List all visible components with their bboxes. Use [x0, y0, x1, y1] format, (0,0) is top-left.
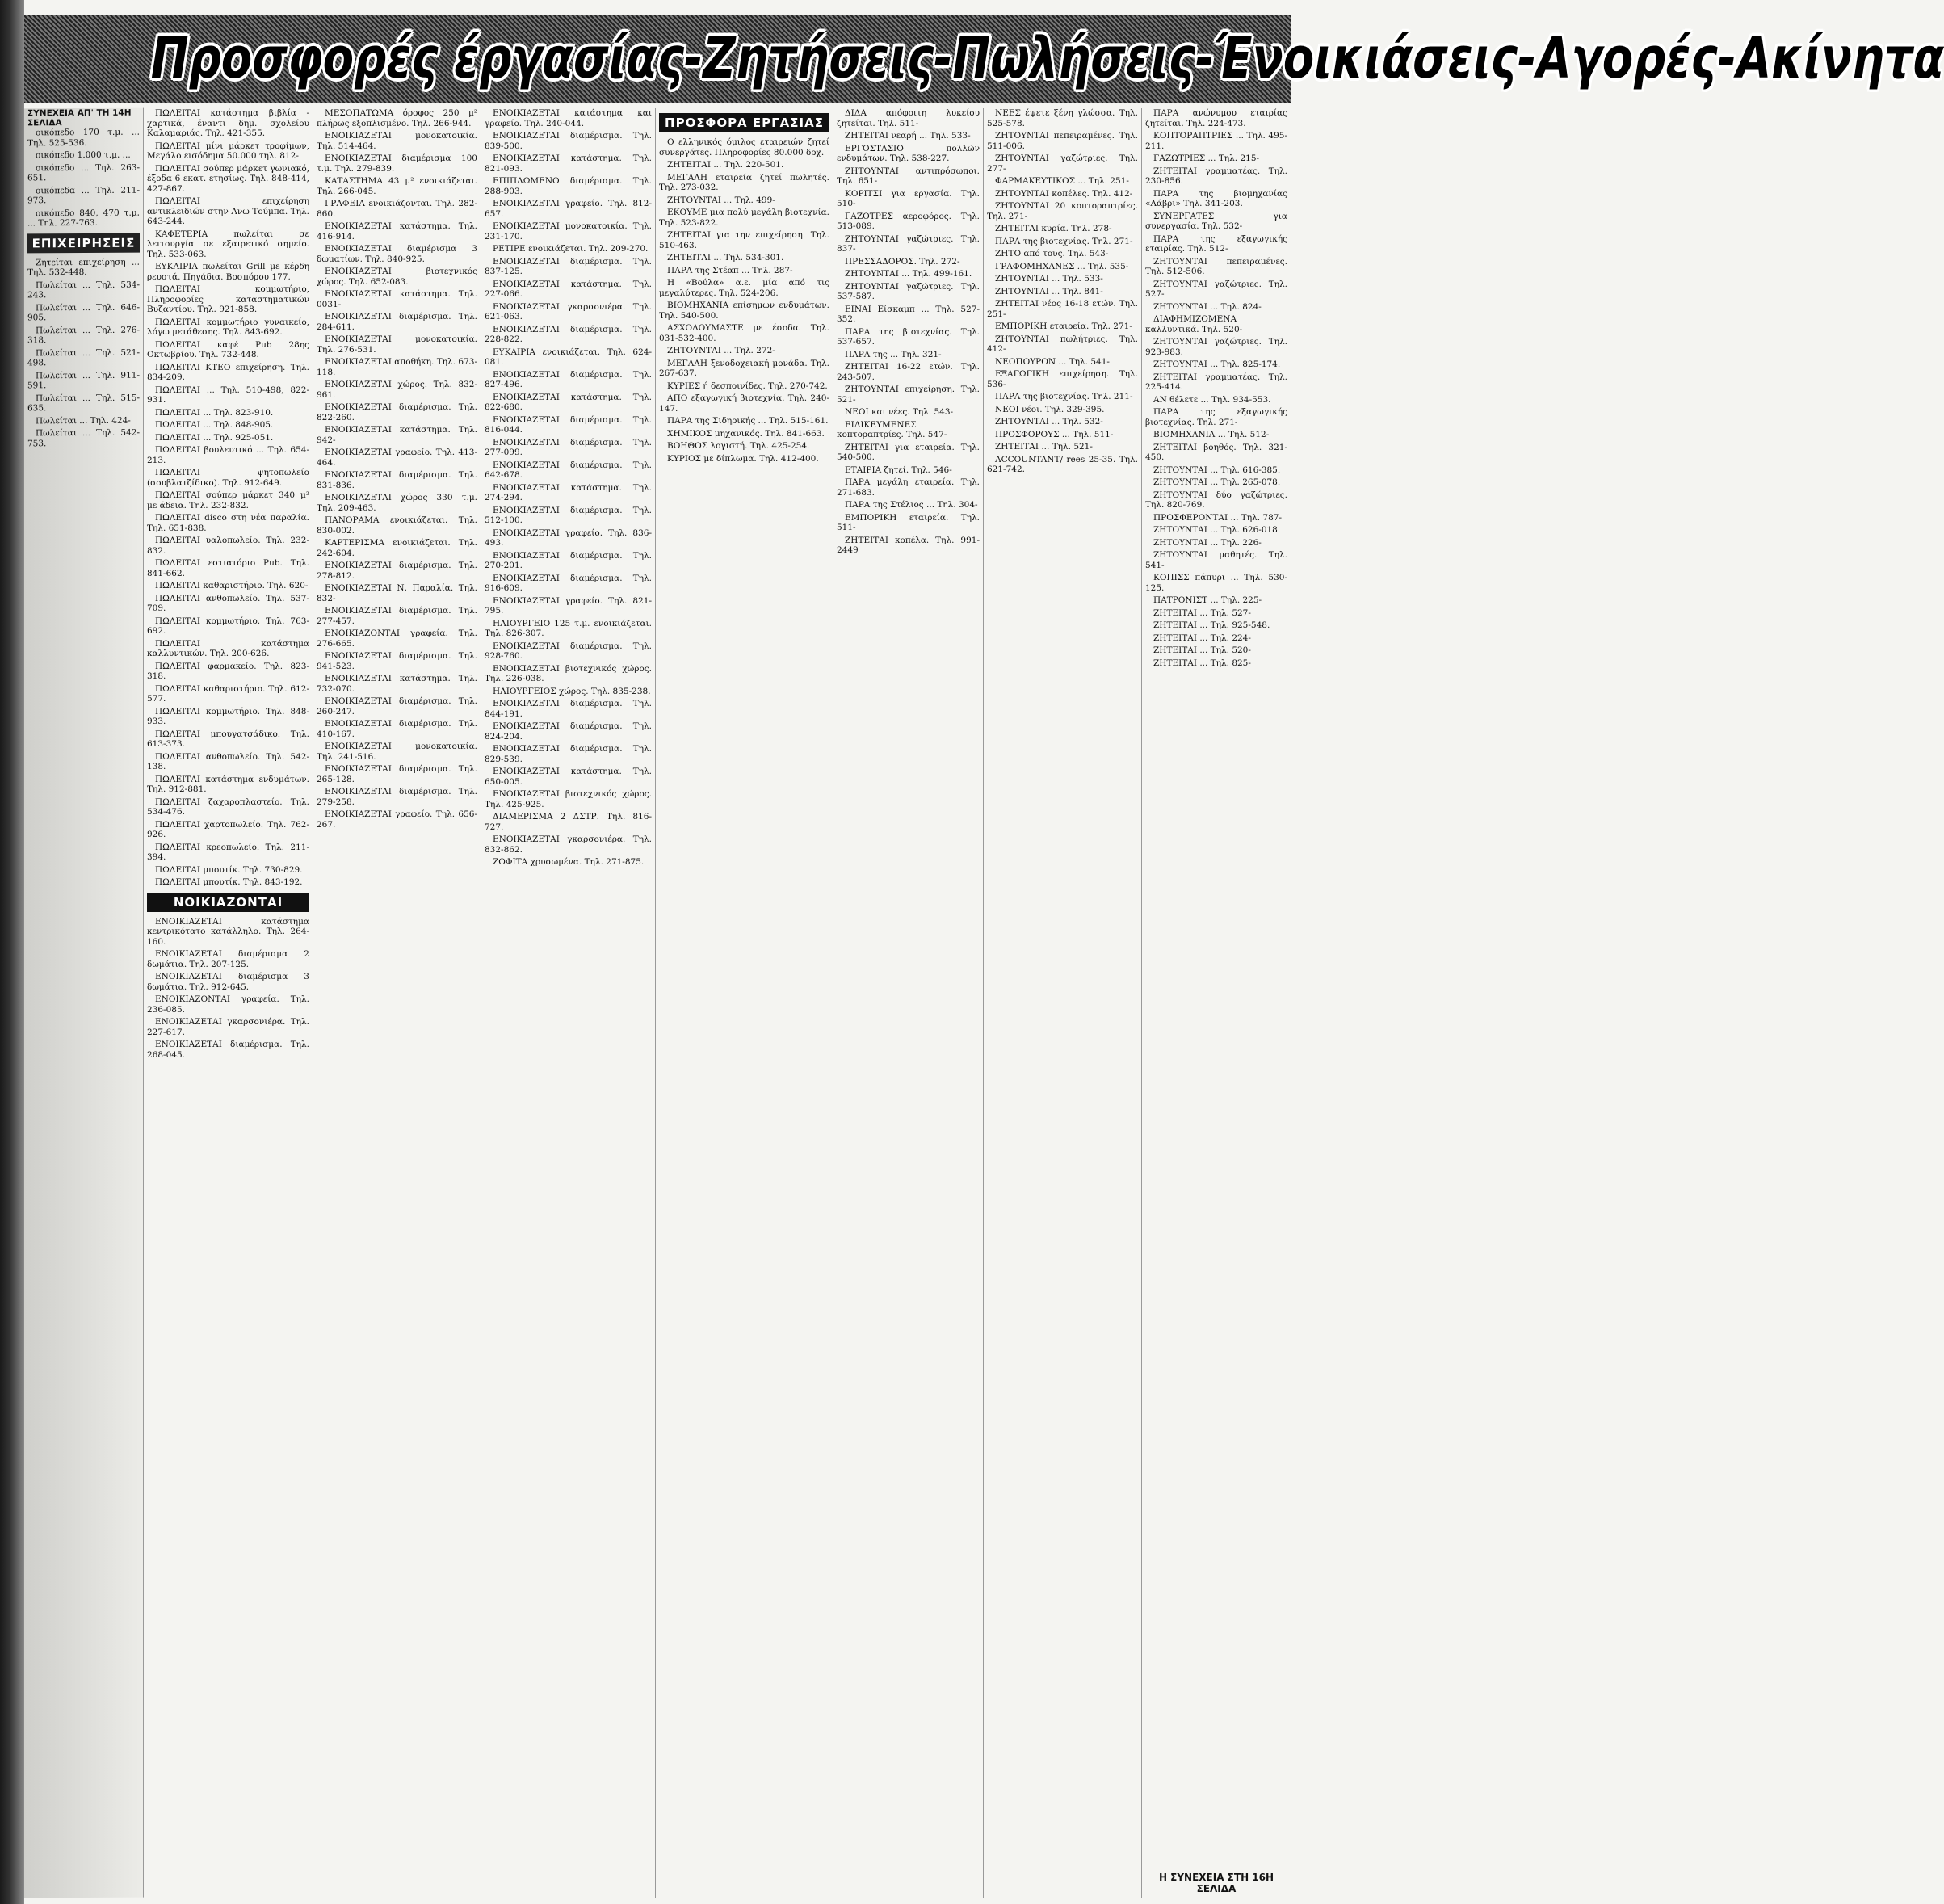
classified-ad: ΠΑΡΑ της Σιδηρικής ... Τηλ. 515-161.: [667, 416, 829, 426]
classified-ad: ΕΝΟΙΚΙΑΖΕΤΑΙ κατάστημα. Τηλ. 821-093.: [485, 153, 652, 174]
classified-ad: ΕΝΟΙΚΙΑΖΕΤΑΙ διαμέρισμα 3 δωματίων. Τηλ. 840-925.: [317, 244, 477, 264]
classified-ad: ΕΝΟΙΚΙΑΖΕΤΑΙ κατάστημα. Τηλ. 822-680.: [485, 392, 652, 412]
classified-ad: ΧΗΜΙΚΟΣ μηχανικός. Τηλ. 841-663.: [667, 428, 825, 439]
classified-ad: ΖΗΤΟΥΝΤΑΙ γαζώτριες. Τηλ. 277-: [987, 153, 1138, 174]
classified-ad: ΖΗΤΕΙΤΑΙ για εταιρεία. Τηλ. 540-500.: [837, 442, 980, 462]
classified-ad: ΕΝΟΙΚΙΑΖΕΤΑΙ κατάστημα κεντρικότατο κατάλληλο. Τηλ. 264-160.: [147, 916, 309, 947]
classified-ad: ΕΝΟΙΚΙΑΖΕΤΑΙ διαμέρισμα. Τηλ. 824-204.: [485, 721, 652, 742]
classified-ad: ΕΝΟΙΚΙΑΖΕΤΑΙ διαμέρισμα. Τηλ. 831-836.: [317, 470, 477, 490]
classified-ad: ΕΝΟΙΚΙΑΖΕΤΑΙ διαμέρισμα. Τηλ. 277-457.: [317, 606, 477, 626]
classified-ad: ΕΝΟΙΚΙΑΖΕΤΑΙ κατάστημα. Τηλ. 0031-: [317, 289, 477, 309]
classified-ad: ΠΩΛΕΙΤΑΙ ΚΤΕΟ επιχείρηση. Τηλ. 834-209.: [147, 362, 309, 382]
classified-ad: ΓΡΑΦΕΙΑ ενοικιάζονται. Τηλ. 282-860.: [317, 199, 477, 219]
continuation-footer: Η ΣΥΝΕΧΕΙΑ ΣΤΗ 16Η ΣΕΛΙΔΑ: [1158, 1872, 1274, 1894]
classified-ad: ΚΥΡΙΟΣ με δίπλωμα. Τηλ. 412-400.: [667, 453, 819, 464]
classified-ad: ΕΝΟΙΚΙΑΖΕΤΑΙ διαμέρισμα. Τηλ. 265-128.: [317, 764, 477, 784]
classified-ad: ΠΑΡΑ ανώνυμου εταιρίας ζητείται. Τηλ. 224-473.: [1145, 108, 1287, 128]
classified-ad: ΠΩΛΕΙΤΑΙ disco στη νέα παραλία. Τηλ. 651-838.: [147, 513, 309, 533]
section-heading-prosfora-ergasias: ΠΡΟΣΦΟΡΑ ΕΡΓΑΣΙΑΣ: [659, 113, 829, 132]
classified-ad: ΣΥΝΕΡΓΑΤΕΣ για συνεργασία. Τηλ. 532-: [1145, 211, 1287, 231]
classified-ad: ΕΝΟΙΚΙΑΖΕΤΑΙ γραφείο. Τηλ. 812-657.: [485, 199, 652, 219]
classified-ad: Πωλείται ... Τηλ. 542-753.: [27, 427, 140, 448]
ad-list: [659, 137, 829, 464]
classified-ad: ΖΗΤΟΥΝΤΑΙ ... Τηλ. 626-018.: [1153, 525, 1281, 535]
classified-ad: ΖΗΤΕΙΤΑΙ νέος 16-18 ετών. Τηλ. 251-: [987, 299, 1138, 319]
classified-ad: ΠΩΛΕΙΤΑΙ χαρτοπωλείο. Τηλ. 762-926.: [147, 819, 309, 839]
classified-ad: ΕΝΟΙΚΙΑΖΕΤΑΙ διαμέρισμα. Τηλ. 827-496.: [485, 369, 652, 389]
classified-ad: ΕΝΟΙΚΙΑΖΕΤΑΙ διαμέρισμα. Τηλ. 844-191.: [485, 699, 652, 719]
classified-ad: ΓΑΖΟΤΡΕΣ αεροφόρος. Τηλ. 513-089.: [837, 211, 980, 231]
classified-ad: ΠΩΛΕΙΤΑΙ κατάστημα ενδυμάτων. Τηλ. 912-881.: [147, 774, 309, 794]
classified-ad: ΖΟΦΙΤΑ χρυσωμένα. Τηλ. 271-875.: [493, 857, 645, 867]
classified-ad: οικόπεδο 1.000 τ.μ. ...: [36, 149, 131, 161]
classified-ad: ΖΗΤΟΥΝΤΑΙ δύο γαζώτριες. Τηλ. 820-769.: [1145, 490, 1287, 510]
classified-ad: ΗΛΙΟΥΡΓΕΙΟ 125 τ.μ. ενοικιάζεται. Τηλ. 826-307.: [485, 618, 652, 638]
classified-ad: ΠΑΝΟΡΑΜΑ ενοικιάζεται. Τηλ. 830-002.: [317, 515, 477, 536]
classified-ad: ΒΙΟΜΗΧΑΝΙΑ επίσημων ενδυμάτων. Τηλ. 540-500.: [659, 301, 829, 321]
classified-ad: ΕΝΟΙΚΙΑΖΕΤΑΙ διαμέρισμα. Τηλ. 941-523.: [317, 651, 477, 671]
classified-ad: ΓΑΖΩΤΡΙΕΣ ... Τηλ. 215-: [1153, 153, 1260, 163]
classified-ad: ΠΑΡΑ μεγάλη εταιρεία. Τηλ. 271-683.: [837, 477, 980, 498]
classified-ad: ΒΙΟΜΗΧΑΝΙΑ ... Τηλ. 512-: [1153, 430, 1270, 439]
column-1: [24, 108, 144, 1898]
section-banner: [24, 15, 1944, 103]
classified-ad: ΕΜΠΟΡΙΚΗ εταιρεία. Τηλ. 271-: [995, 322, 1132, 331]
page-binding-shadow: [0, 0, 24, 1904]
classified-ad: ΖΗΤΟΥΝΤΑΙ αντιπρόσωποι. Τηλ. 651-: [837, 166, 980, 186]
classified-ad: ΕΝΟΙΚΙΑΖΕΤΑΙ διαμέρισμα. Τηλ. 284-611.: [317, 312, 477, 332]
classified-ad: ΖΗΤΕΙΤΑΙ νεαρή ... Τηλ. 533-: [845, 131, 971, 141]
classified-ad: ΗΛΙΟΥΡΓΕΙΟΣ χώρος. Τηλ. 835-238.: [493, 686, 651, 696]
classified-ad: ΕΝΟΙΚΙΑΖΕΤΑΙ μονοκατοικία. Τηλ. 514-464.: [317, 131, 477, 151]
column-6: [833, 108, 984, 1898]
classified-ad: ΖΗΤΟΥΝΤΑΙ ... Τηλ. 616-385.: [1153, 464, 1281, 475]
classified-ad: ΕΝΟΙΚΙΑΖΕΤΑΙ γραφείο. Τηλ. 413-464.: [317, 448, 477, 468]
classified-ad: ΔΙΑΜΕΡΙΣΜΑ 2 ΔΣΤΡ. Τηλ. 816-727.: [485, 812, 652, 832]
classified-ad: ΚΟΠΙΣΣ πάπυρι ... Τηλ. 530-125.: [1145, 573, 1287, 593]
classified-ad: ΕΚΟΥΜΕ μια πολύ μεγάλη βιοτεχνία. Τηλ. 523-822.: [659, 208, 829, 228]
classified-ad: ΠΩΛΕΙΤΑΙ κατάστημα βιβλία - χαρτικά, έναντι δημ. σχολείου Καλαμαριάς. Τηλ. 421-355.: [147, 108, 309, 138]
classified-ad: ΕΝΟΙΚΙΑΖΕΤΑΙ διαμέρισμα 2 δωμάτια. Τηλ. 207-125.: [147, 949, 309, 969]
classified-ad: ΖΗΤΕΙΤΑΙ ... Τηλ. 925-548.: [1153, 620, 1270, 630]
classified-ad: ΖΗΤΟΥΝΤΑΙ ... Τηλ. 533-: [995, 274, 1103, 284]
classified-ad: ΠΩΛΕΙΤΑΙ μπουτίκ. Τηλ. 730-829.: [155, 864, 303, 875]
classified-ad: ΕΥΚΑΙΡΙΑ πωλείται Grill με κέρδη ρευστά. Πηγάδια. Βοσπόρου 177.: [147, 262, 309, 282]
classified-ad: Πωλείται ... Τηλ. 515-635.: [27, 393, 140, 414]
classified-ad: ΖΗΤΕΙΤΑΙ ... Τηλ. 534-301.: [667, 253, 784, 263]
classified-ad: ΕΞΑΓΩΓΙΚΗ επιχείρηση. Τηλ. 536-: [987, 369, 1138, 389]
classified-ad: Πωλείται ... Τηλ. 911-591.: [27, 370, 140, 391]
classified-ad: ΠΩΛΕΙΤΑΙ σούπερ μάρκετ γωνιακό, έξοδα 6 εκατ. ετησίως. Τηλ. 848-414, 427-867.: [147, 163, 309, 194]
classified-ad: ΖΗΤΟΥΝΤΑΙ ... Τηλ. 841-: [995, 286, 1103, 296]
column-3: [313, 108, 481, 1898]
classified-ad: ΠΩΛΕΙΤΑΙ καθαριστήριο. Τηλ. 612-577.: [147, 683, 309, 704]
classified-ad: ΠΩΛΕΙΤΑΙ κομμωτήριο. Τηλ. 848-933.: [147, 706, 309, 726]
classified-ad: ΚΟΠΤΟΡΑΠΤΡΙΕΣ ... Τηλ. 495-211.: [1145, 131, 1287, 151]
classified-ad: ΕΝΟΙΚΙΑΖΕΤΑΙ κατάστημα. Τηλ. 732-070.: [317, 674, 477, 694]
classified-ad: Πωλείται ... Τηλ. 646-905.: [27, 302, 140, 323]
ad-list: [987, 108, 1138, 475]
classified-ad: ΕΝΟΙΚΙΑΖΕΤΑΙ μονοκατοικία. Τηλ. 276-531.: [317, 334, 477, 355]
classified-ad: ΠΡΟΣΦΕΡΟΝΤΑΙ ... Τηλ. 787-: [1153, 512, 1283, 523]
classified-ad: ΕΝΟΙΚΙΑΖΕΤΑΙ διαμέρισμα. Τηλ. 928-760.: [485, 641, 652, 661]
classified-ad: ΖΗΤΟΥΝΤΑΙ επιχείρηση. Τηλ. 521-: [837, 385, 980, 405]
classified-ad: ΖΗΤΟΥΝΤΑΙ 20 κοπτοραπτρίες. Τηλ. 271-: [987, 201, 1138, 221]
classified-ad: ΖΗΤΟΥΝΤΑΙ ... Τηλ. 499-: [667, 195, 775, 205]
classified-ad: ΚΑΤΑΣΤΗΜΑ 43 μ² ενοικιάζεται. Τηλ. 266-045.: [317, 176, 477, 196]
classified-ad: ΖΗΤΟΥΝΤΑΙ γαζώτριες. Τηλ. 537-587.: [837, 281, 980, 301]
classified-ad: οικόπεδο 170 τ.μ. ... Τηλ. 525-536.: [27, 127, 140, 148]
classified-ad: ΖΗΤΕΙΤΑΙ ... Τηλ. 520-: [1153, 645, 1251, 655]
classified-ad: ΖΗΤΕΙΤΑΙ κυρία. Τηλ. 278-: [995, 224, 1112, 233]
classified-ad: ΖΗΤΟΥΝΤΑΙ πεπειραμένες. Τηλ. 512-506.: [1145, 256, 1287, 276]
ad-list: [317, 108, 477, 830]
classified-ad: ΜΕΣΟΠΑΤΩΜΑ όροφος 250 μ² πλήρως εξοπλισμένο. Τηλ. 266-944.: [317, 108, 477, 128]
classified-ad: ΕΝΟΙΚΙΑΖΕΤΑΙ διαμέρισμα 100 τ.μ. Τηλ. 279-839.: [317, 153, 477, 174]
column-4: [481, 108, 656, 1898]
classified-ad: ΕΝΟΙΚΙΑΖΕΤΑΙ κατάστημα και γραφείο. Τηλ. 240-044.: [485, 108, 652, 128]
classified-ad: ΚΑΦΕΤΕΡΙΑ πωλείται σε λειτουργία σε εξαιρετικό σημείο. Τηλ. 533-063.: [147, 229, 309, 259]
classified-ad: Πωλείται ... Τηλ. 424-: [36, 415, 131, 426]
classified-ad: ΕΝΟΙΚΙΑΖΕΤΑΙ κατάστημα. Τηλ. 416-914.: [317, 221, 477, 242]
classified-ad: ΠΩΛΕΙΤΑΙ καθαριστήριο. Τηλ. 620-: [155, 581, 309, 591]
classified-ad: ΕΝΟΙΚΙΑΖΕΤΑΙ γραφείο. Τηλ. 836-493.: [485, 527, 652, 548]
classified-ad: ΝΕΟΙ και νέες. Τηλ. 543-: [845, 407, 954, 417]
classified-ad: ΚΑΡΤΕΡΙΣΜΑ ενοικιάζεται. Τηλ. 242-604.: [317, 538, 477, 558]
classified-ad: ΠΩΛΕΙΤΑΙ επιχείρηση αντικλειδιών στην Ανω Τούμπα. Τηλ. 643-244.: [147, 196, 309, 226]
classified-ad: ΠΩΛΕΙΤΑΙ κατάστημα καλλυντικών. Τηλ. 200-626.: [147, 638, 309, 658]
classified-ad: Η «Βούλα» α.ε. μία από τις μεγαλύτερες. Τηλ. 524-206.: [659, 278, 829, 298]
section-heading-epixeiriseis: ΕΠΙΧΕΙΡΗΣΕΙΣ: [27, 233, 140, 253]
classified-ad: ΜΕΓΑΛΗ εταιρεία ζητεί πωλητές. Τηλ. 273-032.: [659, 172, 829, 192]
column-7: [984, 108, 1142, 1898]
classified-ad: ΕΝΟΙΚΙΑΖΕΤΑΙ μονοκατοικία. Τηλ. 231-170.: [485, 221, 652, 242]
classified-ad: ΝΕΟΠΟΥΡΟΝ ... Τηλ. 541-: [995, 356, 1110, 367]
classified-ad: ΖΗΤΟΥΝΤΑΙ ... Τηλ. 532-: [995, 417, 1103, 427]
classified-ad: ΕΝΟΙΚΙΑΖΟΝΤΑΙ γραφεία. Τηλ. 236-085.: [147, 994, 309, 1015]
classified-ad: ΔΙΑΦΗΜΙΖΟΜΕΝΑ καλλυντικά. Τηλ. 520-: [1145, 314, 1243, 334]
classified-ad: ΖΗΤΕΙΤΑΙ ... Τηλ. 220-501.: [667, 160, 784, 170]
classified-ad: ΕΝΟΙΚΙΑΖΕΤΑΙ γκαρσονιέρα. Τηλ. 227-617.: [147, 1017, 309, 1037]
classified-ad: ΖΗΤΟΥΝΤΑΙ γαζώτριες. Τηλ. 527-: [1145, 279, 1287, 299]
ad-list: [27, 128, 140, 229]
ad-list: [485, 108, 652, 868]
classified-ad: ΕΝΟΙΚΙΑΖΕΤΑΙ διαμέρισμα. Τηλ. 278-812.: [317, 561, 477, 581]
classified-ad: ΖΗΤΕΙΤΑΙ γραμματέας. Τηλ. 230-856.: [1145, 166, 1287, 186]
classified-ad: ΠΩΛΕΙΤΑΙ ανθοπωλείο. Τηλ. 542-138.: [147, 751, 309, 771]
classified-ad: ΑΠΟ εξαγωγική βιοτεχνία. Τηλ. 240-147.: [659, 393, 829, 414]
classified-ad: ΠΩΛΕΙΤΑΙ ... Τηλ. 823-910.: [155, 407, 274, 418]
classified-ad: ΕΜΠΟΡΙΚΗ εταιρεία. Τηλ. 511-: [837, 512, 980, 532]
classified-ad: ΕΝΟΙΚΙΑΖΕΤΑΙ κατάστημα. Τηλ. 650-005.: [485, 767, 652, 787]
classified-ad: ΕΝΟΙΚΙΑΖΕΤΑΙ γκαρσονιέρα. Τηλ. 621-063.: [485, 301, 652, 322]
classified-ad: ΠΩΛΕΙΤΑΙ φαρμακείο. Τηλ. 823-318.: [147, 661, 309, 681]
classified-ad: ΖΗΤΕΙΤΑΙ για την επιχείρηση. Τηλ. 510-463.: [659, 230, 829, 250]
classified-ad: ΖΗΤΟΥΝΤΑΙ μαθητές. Τηλ. 541-: [1145, 550, 1287, 570]
classified-ad: Ζητείται επιχείρηση ... Τηλ. 532-448.: [27, 257, 140, 278]
classified-ad: ΕΝΟΙΚΙΑΖΕΤΑΙ χώρος 330 τ.μ. Τηλ. 209-463.: [317, 493, 477, 513]
classified-ad: ΖΗΤΟΥΝΤΑΙ κοπέλες. Τηλ. 412-: [995, 188, 1133, 199]
classified-ad: Πωλείται ... Τηλ. 521-498.: [27, 347, 140, 368]
classified-ad: ΕΥΚΑΙΡΙΑ ενοικιάζεται. Τηλ. 624-081.: [485, 347, 652, 367]
classified-ad: ΕΝΟΙΚΙΑΖΕΤΑΙ διαμέρισμα. Τηλ. 916-609.: [485, 573, 652, 593]
classified-ad: ΖΗΤΕΙΤΑΙ ... Τηλ. 825-: [1153, 658, 1251, 668]
classified-ad: ΕΝΟΙΚΙΑΖΕΤΑΙ διαμέρισμα. Τηλ. 228-822.: [485, 324, 652, 344]
section-heading-noikiazontai: ΝΟΙΚΙΑΖΟΝΤΑΙ: [147, 893, 309, 912]
classified-ad: ΓΡΑΦΟΜΗΧΑΝΕΣ ... Τηλ. 535-: [995, 261, 1129, 271]
classified-ad: οικόπεδο 840, 470 τ.μ. ... Τηλ. 227-763.: [27, 208, 140, 229]
classified-ad: ΠΩΛΕΙΤΑΙ κομμωτήριο γυναικείο, λόγω μετάθεσης. Τηλ. 843-692.: [147, 317, 309, 337]
classified-ad: ΠΩΛΕΙΤΑΙ μπουτίκ. Τηλ. 843-192.: [155, 877, 303, 887]
classified-ad: ΠΑΡΑ της Στέλιος ... Τηλ. 304-: [845, 500, 978, 510]
classified-ad: ΖΗΤΕΙΤΑΙ ... Τηλ. 224-: [1153, 633, 1251, 643]
classified-ad: ΠΑΡΑ της Στέαπ ... Τηλ. 287-: [667, 265, 793, 275]
classified-ad: ΖΗΤΟΥΝΤΑΙ ... Τηλ. 824-: [1153, 301, 1262, 312]
classified-ad: ΠΩΛΕΙΤΑΙ ζαχαροπλαστείο. Τηλ. 534-476.: [147, 796, 309, 817]
classified-ad: ΕΝΟΙΚΙΑΖΕΤΑΙ διαμέρισμα. Τηλ. 837-125.: [485, 256, 652, 276]
classified-ad: ΕΝΟΙΚΙΑΖΕΤΑΙ βιοτεχνικός χώρος. Τηλ. 652-083.: [317, 267, 477, 287]
classified-ad: ACCOUNTANT/ rees 25-35. Τηλ. 621-742.: [987, 454, 1138, 474]
ad-list: [27, 257, 140, 448]
classified-ad: ΕΝΟΙΚΙΑΖΕΤΑΙ διαμέρισμα. Τηλ. 410-167.: [317, 719, 477, 739]
classified-ad: ΕΝΟΙΚΙΑΖΕΤΑΙ μονοκατοικία. Τηλ. 241-516.: [317, 742, 477, 762]
classified-ad: ΕΠΙΠΛΩΜΕΝΟ διαμέρισμα. Τηλ. 288-903.: [485, 176, 652, 196]
ad-list: [147, 917, 309, 1061]
classified-ad: ΠΩΛΕΙΤΑΙ σούπερ μάρκετ 340 μ² με άδεια. Τηλ. 232-832.: [147, 490, 309, 511]
classified-ad: ΕΝΟΙΚΙΑΖΕΤΑΙ διαμέρισμα. Τηλ. 277-099.: [485, 437, 652, 457]
classified-ad: ΠΩΛΕΙΤΑΙ ... Τηλ. 848-905.: [155, 420, 274, 430]
classified-ad: ΕΡΓΟΣΤΑΣΙΟ πολλών ενδυμάτων. Τηλ. 538-227.: [837, 143, 980, 163]
classified-ad: ΑΣΧΟΛΟΥΜΑΣΤΕ με έσοδα. Τηλ. 031-532-400.: [659, 323, 829, 343]
classified-ad: ΦΑΡΜΑΚΕΥΤΙΚΟΣ ... Τηλ. 251-: [995, 176, 1129, 186]
classified-ad: ΖΗΤΟΥΝΤΑΙ γαζώτριες. Τηλ. 837-: [837, 233, 980, 254]
classified-ad: ΕΝΟΙΚΙΑΖΕΤΑΙ κατάστημα. Τηλ. 942-: [317, 425, 477, 445]
classified-ad: ΖΗΤΟ από τους. Τηλ. 543-: [995, 249, 1109, 258]
classified-ad: ΕΝΟΙΚΙΑΖΕΤΑΙ διαμέρισμα 3 δωμάτια. Τηλ. 912-645.: [147, 972, 309, 992]
classified-ad: ΔΙΔΑ απόφοιτη λυκείου ζητείται. Τηλ. 511-: [837, 108, 980, 128]
column-8: [1142, 108, 1291, 1898]
classified-ad: ΠΩΛΕΙΤΑΙ ανθοπωλείο. Τηλ. 537-709.: [147, 593, 309, 613]
classified-ad: ΠΩΛΕΙΤΑΙ κομμωτήριο. Τηλ. 763-692.: [147, 616, 309, 636]
classified-ad: ΖΗΤΕΙΤΑΙ ... Τηλ. 521-: [995, 442, 1093, 452]
classified-ad: ΝΕΟΙ νέοι. Τηλ. 329-395.: [995, 404, 1105, 414]
banner-title: Προσφορές έργασίας-Ζητήσεις-Πωλήσεις-Ένοικιάσεις-Αγορές-Ακίνητα: [150, 25, 1944, 91]
classified-ad: ΠΩΛΕΙΤΑΙ κομμωτήριο, Πληροφορίες καταστηματικών Βυζαντίου. Τηλ. 921-858.: [147, 284, 309, 314]
classified-ad: ΠΑΡΑ της εξαγωγικής εταιρίας. Τηλ. 512-: [1145, 233, 1287, 254]
classified-ad: ΕΝΟΙΚΙΑΖΕΤΑΙ διαμέρισμα. Τηλ. 816-044.: [485, 414, 652, 435]
classified-ad: ΕΝΟΙΚΙΑΖΕΤΑΙ βιοτεχνικός χώρος. Τηλ. 226-038.: [485, 663, 652, 683]
classified-ad: ΚΥΡΙΕΣ ή δεσποινίδες. Τηλ. 270-742.: [667, 380, 828, 391]
classified-ad: ΕΝΟΙΚΙΑΖΕΤΑΙ διαμέρισμα. Τηλ. 270-201.: [485, 550, 652, 570]
classified-ad: ΕΝΟΙΚΙΑΖΕΤΑΙ αποθήκη. Τηλ. 673-118.: [317, 357, 477, 377]
ad-list: [837, 108, 980, 556]
classified-ad: ΕΝΟΙΚΙΑΖΕΤΑΙ βιοτεχνικός χώρος. Τηλ. 425-925.: [485, 789, 652, 809]
classified-ad: ΠΩΛΕΙΤΑΙ κρεοπωλείο. Τηλ. 211-394.: [147, 842, 309, 862]
classified-ad: ΠΡΟΣΦΟΡΟΥΣ ... Τηλ. 511-: [995, 429, 1114, 439]
classified-ad: ΖΗΤΟΥΝΤΑΙ ... Τηλ. 265-078.: [1153, 477, 1281, 487]
column-5: [656, 108, 833, 1898]
classified-ad: ΕΝΟΙΚΙΑΖΕΤΑΙ γκαρσονιέρα. Τηλ. 832-862.: [485, 834, 652, 855]
classified-ad: ΚΟΡΙΤΣΙ για εργασία. Τηλ. 510-: [837, 188, 980, 208]
classified-ad: ΕΝΟΙΚΙΑΖΕΤΑΙ διαμέρισμα. Τηλ. 260-247.: [317, 696, 477, 717]
classified-ad: ΠΩΛΕΙΤΑΙ μπουγατσάδικο. Τηλ. 613-373.: [147, 729, 309, 749]
classified-ad: ΑΝ θέλετε ... Τηλ. 934-553.: [1153, 394, 1271, 405]
column-2: [144, 108, 313, 1898]
classified-ad: ΕΝΟΙΚΙΑΖΕΤΑΙ κατάστημα. Τηλ. 227-066.: [485, 279, 652, 299]
classified-ad: ΕΝΟΙΚΙΑΖΕΤΑΙ διαμέρισμα. Τηλ. 512-100.: [485, 505, 652, 525]
classified-ad: Πωλείται ... Τηλ. 276-318.: [27, 325, 140, 346]
classified-ad: Ο ελληνικός όμιλος εταιρειών ζητεί συνεργάτες. Πληροφορίες 80.000 δρχ.: [659, 137, 829, 158]
classified-ad: ΖΗΤΟΥΝΤΑΙ ... Τηλ. 825-174.: [1153, 359, 1281, 369]
classified-ad: ΠΩΛΕΙΤΑΙ ... Τηλ. 925-051.: [155, 432, 274, 443]
classified-ad: ΕΝΟΙΚΙΑΖΕΤΑΙ γραφείο. Τηλ. 656-267.: [317, 809, 477, 830]
classified-ad: ΝΕΕΣ έψετε ξένη γλώσσα. Τηλ. 525-578.: [987, 108, 1138, 128]
ad-list: [1145, 108, 1287, 668]
classified-ad: ΠΩΛΕΙΤΑΙ μίνι μάρκετ τροφίμων, Μεγάλο εισόδημα 50.000 τηλ. 812-: [147, 141, 309, 161]
classified-ad: ΕΝΟΙΚΙΑΖΕΤΑΙ διαμέρισμα. Τηλ. 279-258.: [317, 787, 477, 807]
classified-ad: ΕΝΟΙΚΙΑΖΕΤΑΙ διαμέρισμα. Τηλ. 268-045.: [147, 1040, 309, 1060]
classified-ad: οικόπεδο ... Τηλ. 263-651.: [27, 162, 140, 183]
classified-ad: ΠΩΛΕΙΤΑΙ βουλευτικό ... Τηλ. 654-213.: [147, 445, 309, 465]
classified-ad: ΠΩΛΕΙΤΑΙ ψητοπωλείο (σουβλατζίδικο). Τηλ. 912-649.: [147, 468, 309, 488]
classified-ad: ΠΑΡΑ της βιοτεχνίας. Τηλ. 537-657.: [837, 326, 980, 347]
classified-ad: ΠΑΡΑ της βιοτεχνίας. Τηλ. 211-: [995, 392, 1133, 401]
classified-ad: ΖΗΤΟΥΝΤΑΙ πωλήτριες. Τηλ. 412-: [987, 334, 1138, 354]
classified-ad: οικόπεδα ... Τηλ. 211-973.: [27, 185, 140, 206]
classified-ad: ΠΩΛΕΙΤΑΙ καφέ Pub 28ης Οκτωβρίου. Τηλ. 732-448.: [147, 339, 309, 359]
classified-ad: ΒΟΗΘΟΣ λογιστή. Τηλ. 425-254.: [667, 441, 810, 451]
classified-ad: ΕΙΔΙΚΕΥΜΕΝΕΣ κοπτοραπτρίες. Τηλ. 547-: [837, 419, 947, 439]
classified-ad: ΖΗΤΕΙΤΑΙ γραμματέας. Τηλ. 225-414.: [1145, 372, 1287, 392]
classified-ad: ΕΝΟΙΚΙΑΖΕΤΑΙ χώρος. Τηλ. 832-961.: [317, 380, 477, 400]
classifieds-columns: [24, 108, 1291, 1898]
classified-ad: ΕΝΟΙΚΙΑΖΕΤΑΙ Ν. Παραλία. Τηλ. 832-: [317, 583, 477, 603]
classified-ad: ΕΝΟΙΚΙΑΖΕΤΑΙ γραφείο. Τηλ. 821-795.: [485, 595, 652, 616]
classified-ad: ΖΗΤΟΥΝΤΑΙ γαζώτριες. Τηλ. 923-983.: [1145, 337, 1287, 357]
classified-ad: ΕΝΟΙΚΙΑΖΟΝΤΑΙ γραφεία. Τηλ. 276-665.: [317, 628, 477, 649]
classified-ad: ΖΗΤΟΥΝΤΑΙ ... Τηλ. 272-: [667, 346, 775, 355]
classified-ad: ΕΙΝΑΙ Είσκαμπ ... Τηλ. 527-352.: [837, 304, 980, 324]
classified-ad: ΡΕΤΙΡΕ ενοικιάζεται. Τηλ. 209-270.: [493, 244, 649, 254]
classified-ad: ΖΗΤΟΥΝΤΑΙ ... Τηλ. 226-: [1153, 537, 1262, 548]
classified-ad: ΠΑΤΡΟΝΙΣΤ ... Τηλ. 225-: [1153, 595, 1262, 605]
classified-ad: ΠΑΡΑ της ... Τηλ. 321-: [845, 349, 942, 359]
classified-ad: ΖΗΤΕΙΤΑΙ βοηθός. Τηλ. 321-450.: [1145, 442, 1287, 462]
classified-ad: ΖΗΤΕΙΤΑΙ ... Τηλ. 527-: [1153, 607, 1251, 618]
classified-ad: ΠΑΡΑ της εξαγωγικής βιοτεχνίας. Τηλ. 271-: [1145, 407, 1287, 427]
ad-list: [147, 108, 309, 888]
classified-ad: ΖΗΤΟΥΝΤΑΙ ... Τηλ. 499-161.: [845, 269, 972, 279]
classified-ad: ΠΩΛΕΙΤΑΙ υαλοπωλείο. Τηλ. 232-832.: [147, 536, 309, 556]
classified-ad: Πωλείται ... Τηλ. 534-243.: [27, 280, 140, 301]
classified-ad: ΠΑΡΑ της βιοτεχνίας. Τηλ. 271-: [995, 236, 1133, 246]
classified-ad: ΕΤΑΙΡΙΑ ζητεί. Τηλ. 546-: [845, 464, 952, 475]
classified-ad: ΖΗΤΕΙΤΑΙ κοπέλα. Τηλ. 991-2449: [837, 535, 980, 555]
classified-ad: ΠΑΡΑ της βιομηχανίας «Λάβρι» Τηλ. 341-203.: [1145, 188, 1287, 208]
classified-ad: ΠΩΛΕΙΤΑΙ εστιατόριο Pub. Τηλ. 841-662.: [147, 558, 309, 578]
continuation-note: ΣΥΝΕΧΕΙΑ ΑΠ' ΤΗ 14Η ΣΕΛΙΔΑ: [27, 107, 132, 128]
classified-ad: ΕΝΟΙΚΙΑΖΕΤΑΙ διαμέρισμα. Τηλ. 822-260.: [317, 402, 477, 422]
classified-ad: ΜΕΓΑΛΗ ξενοδοχειακή μονάδα. Τηλ. 267-637.: [659, 358, 829, 378]
classified-ad: ΕΝΟΙΚΙΑΖΕΤΑΙ διαμέρισμα. Τηλ. 642-678.: [485, 460, 652, 480]
classified-ad: ΠΩΛΕΙΤΑΙ ... Τηλ. 510-498, 822-931.: [147, 385, 309, 405]
classified-ad: ΕΝΟΙΚΙΑΖΕΤΑΙ κατάστημα. Τηλ. 274-294.: [485, 482, 652, 502]
classified-ad: ΖΗΤΟΥΝΤΑΙ πεπειραμένες. Τηλ. 511-006.: [987, 131, 1138, 151]
classified-ad: ΕΝΟΙΚΙΑΖΕΤΑΙ διαμέρισμα. Τηλ. 829-539.: [485, 744, 652, 764]
classified-ad: ΖΗΤΕΙΤΑΙ 16-22 ετών. Τηλ. 243-507.: [837, 362, 980, 382]
classified-ad: ΠΡΕΣΣΑΔΟΡΟΣ. Τηλ. 272-: [845, 256, 960, 267]
classified-ad: ΕΝΟΙΚΙΑΖΕΤΑΙ διαμέρισμα. Τηλ. 839-500.: [485, 131, 652, 151]
